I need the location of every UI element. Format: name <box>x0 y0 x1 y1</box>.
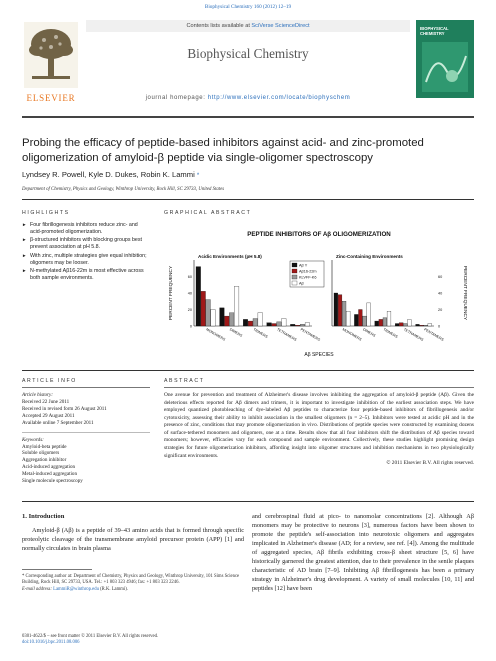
issn-line: 0301-4622/$ – see front matter © 2011 Elsevier B.V. All rights reserved. <box>22 634 159 639</box>
running-head: Biophysical Chemistry 160 (2012) 12–19 <box>204 4 292 10</box>
y-tick-label: 20 <box>438 308 443 312</box>
panel-subtitle: Acidic Environments (pH 5.8) <box>198 254 262 259</box>
bar-zinc-3-0 <box>395 324 399 326</box>
bar-zinc-0-1 <box>338 295 342 326</box>
keywords-divider <box>22 432 150 433</box>
info-rule <box>22 370 474 371</box>
y-tick-label: 0 <box>438 324 441 329</box>
bar-acid-3-2 <box>277 322 282 326</box>
article-info-heading: ARTICLE INFO <box>22 378 77 384</box>
keyword: Aggregation inhibitor <box>22 457 67 464</box>
title-rule <box>22 199 474 200</box>
email-line <box>22 587 244 593</box>
abstract <box>164 392 474 468</box>
x-tick-label: MONOMERS <box>205 327 226 342</box>
y-axis-label-right: PERCENT FREQUENCY <box>462 265 467 321</box>
masthead-rule <box>22 116 474 118</box>
bar-acid-4-0 <box>290 324 295 326</box>
keyword: Soluble oligomers <box>22 450 60 457</box>
abstract-text: One avenue for prevention and treatment of Alzheimer's disease involves inhibiting the aggregation of amyloid-β peptide (Aβ). Given the deleterious effects reported for Aβ dimers and trimers, it is important to investigate inhibition of the earliest association steps. We have employed quantized photobleaching of dye-labeled Aβ peptides to characterize four peptide-based inhibitors of fibrillogenesis and/or cytotoxicity, assessing their ability to inhibit association in the smallest oligomers (n = 2–5). Inhibitors were tested at acidic pH and in the presence of zinc, conditions that may promote oligomerization in vivo. Distributions of peptide species were constructed by examining dozens of surface-tethered monomers and oligomers, one at a time. Results show that all four inhibitors shift the distribution of Aβ species toward monomers; however, efficacies vary for each compound and sample environment. Collectively, these studies highlight promising design strategies for future oligomerization inhibitors, affording insight into oligomer structures and inhibition mechanisms in two physiologically significant environments. <box>164 392 474 459</box>
bar-acid-2-1 <box>248 321 253 326</box>
x-tick-label: TRIMERS <box>252 327 269 339</box>
highlights-heading: HIGHLIGHTS <box>22 210 70 216</box>
x-tick-label: TETRAMERS <box>276 327 298 342</box>
bar-zinc-4-1 <box>420 325 424 326</box>
journal-homepage <box>86 95 410 101</box>
legend-swatch <box>292 263 297 267</box>
panel-subtitle: Zinc-Containing Environments <box>336 254 403 259</box>
authors: Lyndsey R. Powell, Kyle D. Dukes, Robin K. Lammi <box>22 170 195 179</box>
highlight-item: ► Four fibrillogenesis inhibitors reduce zinc- and acid-promoted oligomerization. <box>22 222 150 236</box>
bar-acid-1-2 <box>229 313 234 326</box>
bar-zinc-3-1 <box>399 323 403 326</box>
email-link[interactable]: LammiR@winthrop.edu <box>53 586 99 592</box>
journal-masthead <box>22 20 474 122</box>
contents-line <box>86 20 410 32</box>
legend-entry: Aβ Y <box>299 263 308 268</box>
keyword: Metal-induced aggregation <box>22 471 78 478</box>
x-tick-label: TRIMERS <box>382 327 399 339</box>
bar-acid-0-1 <box>201 291 206 326</box>
bar-zinc-0-0 <box>334 293 338 326</box>
bar-acid-1-1 <box>225 316 230 326</box>
bar-acid-3-1 <box>272 324 277 326</box>
email-suffix: (R.K. Lammi). <box>98 586 128 592</box>
homepage-link[interactable]: http://www.elsevier.com/locate/biophyschem <box>207 95 351 101</box>
bar-zinc-4-0 <box>416 324 420 326</box>
keywords-label: Keywords: <box>22 436 44 443</box>
highlight-item: ► β-structured inhibitors with blocking groups best prevent association at pH 5.8. <box>22 237 150 251</box>
journal-title: Biophysical Chemistry <box>187 46 309 61</box>
email-label: E-mail address: <box>22 586 54 592</box>
bar-zinc-2-0 <box>375 321 379 326</box>
doi-link[interactable]: doi:10.1016/j.bpc.2011.08.006 <box>22 640 80 646</box>
highlight-item: ► N-methylated Aβ16-22m is most effective across both sample environments. <box>22 268 150 282</box>
bar-zinc-4-3 <box>428 324 432 326</box>
legend-swatch <box>292 275 297 279</box>
history-item: Accepted 29 August 2011 <box>22 412 75 419</box>
graphical-abstract-figure <box>164 210 474 360</box>
bar-acid-2-2 <box>253 319 258 326</box>
bar-zinc-2-3 <box>387 311 391 326</box>
bar-acid-4-2 <box>300 324 305 326</box>
oligomerization-bar-chart <box>164 210 474 360</box>
x-tick-label: DIMERS <box>362 327 377 338</box>
bar-zinc-3-2 <box>403 324 407 326</box>
body-column-left: Amyloid-β (Aβ) is a peptide of 39–43 amino acids that is formed through specific proteolytic cleavage of the transmembrane amyloid precursor protein (APP) [1] and normally circulates in brain plasma <box>22 527 244 552</box>
journal-cover <box>416 20 474 98</box>
legend-entry: Aβ <box>299 281 304 286</box>
bar-zinc-1-1 <box>359 310 363 327</box>
bar-zinc-1-2 <box>363 316 367 326</box>
corresponding-author-note: * Corresponding author at: Department of Chemistry, Physics and Geology, Winthrop University, 101 Sims Science Building, Rock Hill, SC 29733, USA. Tel.: +1 803 323 4946; fax: +1 803 323 2246. <box>22 574 240 586</box>
keyword: Acid-induced aggregation <box>22 464 76 471</box>
bar-acid-0-2 <box>206 300 211 326</box>
legend-entry: KLVFF-K6 <box>299 275 317 280</box>
bar-acid-4-1 <box>295 325 300 326</box>
x-tick-label: PENTAMERS <box>299 327 321 342</box>
sciencedirect-link[interactable]: SciVerse ScienceDirect <box>251 23 310 29</box>
history-item: Received 22 June 2011 <box>22 398 70 405</box>
body-rule <box>22 501 474 502</box>
y-tick-label: 0 <box>189 324 192 329</box>
bar-zinc-2-1 <box>379 319 383 326</box>
y-tick-label: 60 <box>438 275 443 279</box>
bar-acid-3-3 <box>282 319 287 326</box>
bar-acid-1-3 <box>234 286 239 326</box>
y-tick-label: 40 <box>438 291 443 296</box>
highlights-list <box>22 222 150 283</box>
keyword: Single molecule spectroscopy <box>22 478 83 485</box>
y-tick-label: 40 <box>187 291 192 296</box>
x-tick-label: DIMERS <box>228 327 244 338</box>
homepage-prefix: journal homepage: <box>145 95 208 101</box>
bar-zinc-0-2 <box>342 301 346 326</box>
y-axis-label: PERCENT FREQUENCY <box>169 265 174 321</box>
bar-acid-4-3 <box>305 323 310 326</box>
x-tick-label: MONOMERS <box>341 327 363 342</box>
footnote <box>22 574 244 593</box>
bar-zinc-2-2 <box>383 318 387 326</box>
graphical-abstract-heading: GRAPHICAL ABSTRACT <box>164 210 252 216</box>
bar-acid-2-3 <box>258 313 263 326</box>
elsevier-logo <box>22 20 80 106</box>
article-info-rule <box>22 387 150 388</box>
history-item: Received in revised form 26 August 2011 <box>22 405 107 412</box>
journal-banner <box>86 20 410 102</box>
publication-meta <box>22 634 244 647</box>
chart-title: PEPTIDE INHIBITORS OF Aβ OLIGOMERIZATION <box>247 231 391 238</box>
bar-acid-3-0 <box>267 323 272 326</box>
publisher-name: ELSEVIER <box>26 93 76 103</box>
bar-zinc-1-0 <box>354 314 358 326</box>
body-column-right: and cerebrospinal fluid at pico- to nanomolar concentrations [2]. Although Aβ monomers may be protective to neurons [3], numerous factors have been shown to promote the peptide's self-association into neurotoxic oligomers and aggregates implicated in Alzheimer's disease (AD; for a review, see ref. [4]). Among the multitude of aggregated species, Aβ fibrils exhibiting cross-β sheet structure [5, 6] have historically garnered the greatest attention, due to their prevalence in the senile plaques characteristic of AD brain [7–9]. Inhibiting Aβ fibrillogenesis has been a primary strategy in Alzheimer's drug development. A variety of small molecules [10, 11] and peptides [12] have been <box>252 513 474 592</box>
copyright: © 2011 Elsevier B.V. All rights reserved. <box>386 460 474 467</box>
bar-acid-1-0 <box>220 308 225 326</box>
footnote-rule <box>22 569 92 570</box>
cover-title: BIOPHYSICAL CHEMISTRY <box>420 26 449 37</box>
x-axis-label: Aβ SPECIES <box>304 352 334 358</box>
legend-swatch <box>292 281 297 285</box>
x-tick-label: PENTAMERS <box>423 327 445 342</box>
section-heading: 1. Introduction <box>22 513 65 520</box>
bar-zinc-4-2 <box>424 325 428 326</box>
cover-artwork-icon <box>422 42 468 92</box>
keyword: Amyloid-beta peptide <box>22 443 67 450</box>
article-title: Probing the efficacy of peptide-based inhibitors against acid- and zinc-promoted oligomerization of amyloid-β peptide via single-oligomer spectroscopy <box>22 137 424 164</box>
corresponding-author-mark[interactable]: * <box>196 173 200 179</box>
y-tick-label: 20 <box>187 308 192 312</box>
history-item: Available online 7 September 2011 <box>22 419 94 426</box>
history-label: Article history: <box>22 392 53 398</box>
article-info <box>22 392 150 485</box>
abstract-heading: ABSTRACT <box>164 378 205 384</box>
legend-swatch <box>292 269 297 273</box>
highlight-item: ► With zinc, multiple strategies give equal inhibition; oligomers may be looser. <box>22 253 150 267</box>
bar-zinc-1-3 <box>367 303 371 326</box>
bar-acid-2-0 <box>243 319 248 326</box>
x-tick-label: TETRAMERS <box>402 327 425 342</box>
legend-entry: Aβ16-22m <box>299 269 317 274</box>
bar-zinc-3-3 <box>408 319 412 326</box>
bar-acid-0-0 <box>196 267 201 326</box>
affiliation: Department of Chemistry, Physics and Geology, Winthrop University, Rock Hill, SC 29733, United States <box>22 187 225 192</box>
bar-zinc-0-3 <box>346 311 350 326</box>
y-tick-label: 60 <box>187 275 192 279</box>
abstract-rule <box>164 387 474 388</box>
bar-acid-0-3 <box>211 310 216 327</box>
author-list <box>22 170 474 179</box>
contents-prefix: Contents lists available at <box>186 23 252 29</box>
